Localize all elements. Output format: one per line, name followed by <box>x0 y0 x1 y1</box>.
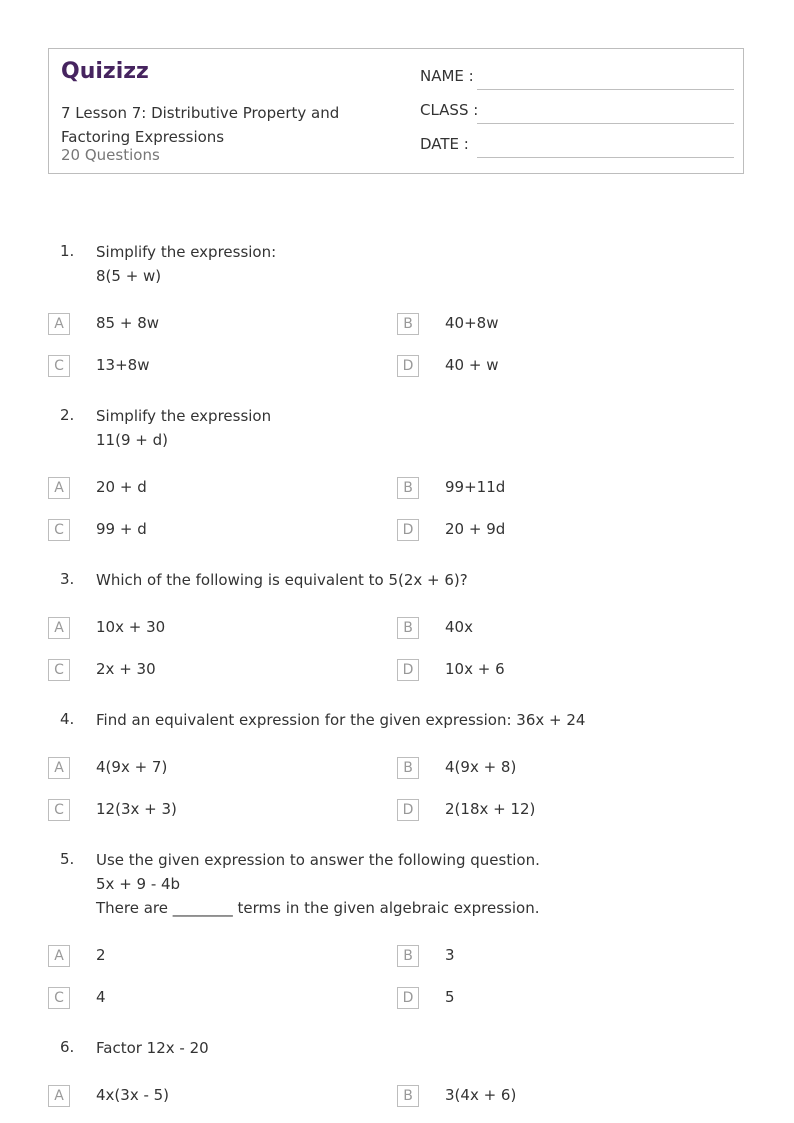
question-line: 8(5 + w) <box>96 267 162 285</box>
question-line: There are ________ terms in the given algebraic expression. <box>96 899 540 917</box>
question-line: 5x + 9 - 4b <box>96 875 181 893</box>
question-number: 2. <box>60 406 75 424</box>
option-letter: D <box>397 659 419 681</box>
option-letter: C <box>48 659 70 681</box>
option-letter: B <box>397 617 419 639</box>
option-text: 3 <box>445 946 455 964</box>
option-letter: C <box>48 355 70 377</box>
option-letter: D <box>397 987 419 1009</box>
option-text: 10x + 30 <box>96 618 166 636</box>
date-line <box>477 157 734 158</box>
option-letter: A <box>48 477 70 499</box>
option-letter: B <box>397 945 419 967</box>
question-number: 3. <box>60 570 75 588</box>
option-text: 40+8w <box>445 314 499 332</box>
option-letter: C <box>48 799 70 821</box>
question-number: 5. <box>60 850 75 868</box>
option-text: 20 + d <box>96 478 147 496</box>
worksheet-header <box>48 48 744 174</box>
option-letter: A <box>48 617 70 639</box>
question-line: Find an equivalent expression for the given expression: 36x + 24 <box>96 711 586 729</box>
option-letter: A <box>48 1085 70 1107</box>
option-text: 12(3x + 3) <box>96 800 177 818</box>
question-line: Use the given expression to answer the following question. <box>96 851 540 869</box>
option-text: 13+8w <box>96 356 150 374</box>
quizizz-logo: Quizizz <box>61 59 149 84</box>
option-letter: A <box>48 945 70 967</box>
question-line: 11(9 + d) <box>96 431 168 449</box>
question-text <box>96 568 736 592</box>
worksheet-title: 7 Lesson 7: Distributive Property and Factoring Expressions <box>61 104 340 146</box>
option-text: 4 <box>96 988 106 1006</box>
option-letter: B <box>397 1085 419 1107</box>
option-text: 3(4x + 6) <box>445 1086 517 1104</box>
option-letter: B <box>397 757 419 779</box>
option-text: 20 + 9d <box>445 520 506 538</box>
question-text <box>96 404 736 452</box>
option-text: 2x + 30 <box>96 660 156 678</box>
option-text: 4(9x + 8) <box>445 758 517 776</box>
option-text: 99 + d <box>96 520 147 538</box>
question-number: 6. <box>60 1038 75 1056</box>
option-text: 40 + w <box>445 356 499 374</box>
option-letter: A <box>48 757 70 779</box>
option-letter: D <box>397 799 419 821</box>
question-line: Which of the following is equivalent to 5(2x + 6)? <box>96 571 468 589</box>
option-text: 40x <box>445 618 473 636</box>
class-field[interactable] <box>420 101 740 125</box>
date-label: DATE : <box>420 135 469 153</box>
option-text: 10x + 6 <box>445 660 505 678</box>
option-text: 85 + 8w <box>96 314 160 332</box>
question-line: Simplify the expression: <box>96 243 277 261</box>
question-line: Simplify the expression <box>96 407 272 425</box>
question-text <box>96 708 736 732</box>
question-count: 20 Questions <box>61 146 160 164</box>
option-text: 4(9x + 7) <box>96 758 168 776</box>
date-field[interactable] <box>420 135 740 159</box>
option-letter: C <box>48 987 70 1009</box>
question-number: 4. <box>60 710 75 728</box>
name-label: NAME : <box>420 67 474 85</box>
name-line <box>477 89 734 90</box>
option-letter: D <box>397 519 419 541</box>
option-text: 4x(3x - 5) <box>96 1086 170 1104</box>
option-text: 5 <box>445 988 455 1006</box>
question-text <box>96 240 736 288</box>
question-line: Factor 12x - 20 <box>96 1039 209 1057</box>
option-text: 99+11d <box>445 478 506 496</box>
option-letter: B <box>397 477 419 499</box>
question-text <box>96 1036 736 1060</box>
name-field[interactable] <box>420 67 740 91</box>
class-label: CLASS : <box>420 101 479 119</box>
option-letter: B <box>397 313 419 335</box>
class-line <box>477 123 734 124</box>
option-text: 2 <box>96 946 106 964</box>
question-number: 1. <box>60 242 75 260</box>
option-text: 2(18x + 12) <box>445 800 536 818</box>
question-text <box>96 848 736 920</box>
option-letter: A <box>48 313 70 335</box>
option-letter: C <box>48 519 70 541</box>
option-letter: D <box>397 355 419 377</box>
